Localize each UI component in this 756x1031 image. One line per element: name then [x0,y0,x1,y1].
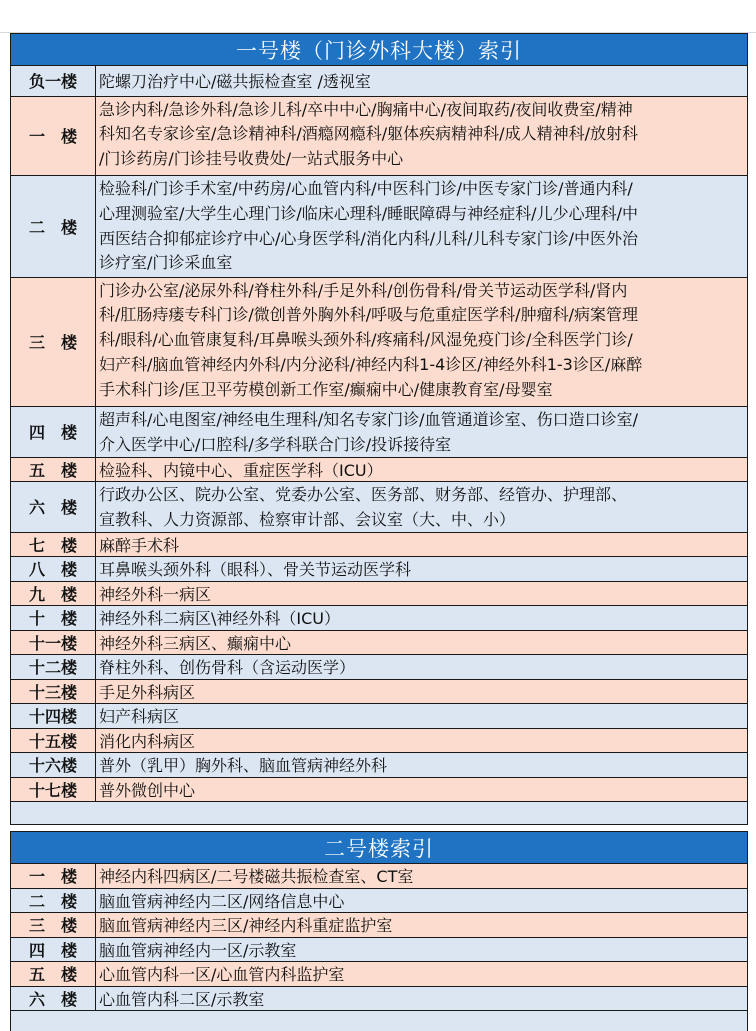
floor-row [11,704,747,729]
floor-label: 负一楼 [11,66,96,96]
floor-row [11,407,747,458]
floor-departments [96,482,747,532]
department-line: 西医结合抑郁症诊疗中心/心身医学科/消化内科/儿科/儿科专家门诊/中医外治 [99,228,638,248]
floor-label: 十 楼 [11,606,96,630]
floor-row [11,680,747,705]
floor-departments: 神经内科四病区/二号楼磁共振检查室、CT室 [99,867,414,887]
department-line: 科知名专家诊室/急诊精神科/酒瘾网瘾科/躯体疾病精神科/成人精神科/放射科 [99,124,638,144]
floor-label: 六 楼 [11,482,96,532]
floor-row [11,482,747,533]
floor-departments: 陀螺刀治疗中心/磁共振检查室 /透视室 [99,72,371,92]
floor-departments: 脑血管病神经内一区/示教室 [99,940,297,960]
floor-row [11,987,747,1012]
floor-row [11,176,747,278]
floor-row [11,864,747,889]
floor-row [11,962,747,987]
floor-label: 四 楼 [11,407,96,457]
building1-index-table [10,33,748,825]
floor-departments [96,176,747,277]
building2-index-table [10,831,748,1031]
floor-departments: 神经外科三病区、癫痫中心 [99,633,292,653]
floor-label: 九 楼 [11,582,96,606]
floor-departments: 妇产科病区 [99,707,180,727]
department-line: 科/肛肠痔瘘专科门诊/微创普外胸外科/呼吸与危重症医学科/肿瘤科/病案管理 [99,305,638,325]
department-line: 检验科/门诊手术室/中药房/心血管内科/中医科门诊/中医专家门诊/普通内科/ [99,179,633,198]
floor-row [11,557,747,582]
floor-departments [96,278,747,407]
floor-label: 三 楼 [11,278,96,407]
floor-label: 五 楼 [11,458,96,482]
floor-row [11,606,747,631]
building1-title: 一号楼（门诊外科大楼）索引 [11,34,747,66]
floor-departments [96,407,747,457]
floor-row [11,458,747,483]
floor-label: 七 楼 [11,533,96,557]
floor-departments: 耳鼻喉头颈外科（眼科）、骨关节运动医学科 [99,560,412,580]
department-line: 门诊办公室/泌尿外科/脊柱外科/手足外科/创伤骨科/骨关节运动医学科/肾内 [99,280,628,300]
floor-departments: 消化内科病区 [99,731,196,751]
floor-departments: 手足外科病区 [99,682,196,702]
floor-row [11,582,747,607]
department-line: 急诊内科/急诊外科/急诊儿科/卒中中心/胸痛中心/夜间取药/夜间收费室/精神 [99,99,633,119]
floor-row [11,729,747,754]
floor-departments: 脑血管病神经内二区/网络信息中心 [99,891,345,911]
floor-row [11,913,747,938]
floor-departments [96,97,747,176]
floor-departments: 神经外科二病区\神经外科（ICU） [99,609,340,629]
floor-label: 十七楼 [11,778,96,802]
floor-departments: 普外微创中心 [99,780,196,800]
floor-departments: 心血管内科一区/心血管内科监护室 [99,965,345,985]
floor-row [11,753,747,778]
floor-row [11,778,747,803]
department-line: 介入医学中心/口腔科/多学科联合门诊/投诉接待室 [99,434,452,454]
table-spacer-row [11,802,747,825]
department-line: 手术科门诊/匡卫平劳模创新工作室/癫痫中心/健康教育室/母婴室 [99,379,553,399]
department-line: /门诊药房/门诊挂号收费处/一站式服务中心 [99,149,404,169]
table-spacer-row [11,1011,747,1031]
floor-row [11,278,747,408]
floor-row [11,938,747,963]
floor-label: 十三楼 [11,680,96,704]
floor-departments: 脑血管病神经内三区/神经内科重症监护室 [99,916,393,936]
floor-label: 三 楼 [11,913,96,937]
floor-label: 十六楼 [11,753,96,777]
floor-row [11,97,747,177]
sheet-top-gap [0,0,756,33]
floor-label: 一 楼 [11,97,96,176]
floor-row [11,631,747,656]
floor-departments: 麻醉手术科 [99,535,180,555]
floor-row [11,889,747,914]
floor-label: 五 楼 [11,962,96,986]
floor-label: 二 楼 [11,889,96,913]
floor-departments: 脊柱外科、创伤骨科（含运动医学） [99,658,356,678]
floor-label: 八 楼 [11,557,96,581]
department-line: 超声科/心电图室/神经电生理科/知名专家门诊/血管通道诊室、伤口造口诊室/ [99,410,638,429]
floor-label: 六 楼 [11,987,96,1011]
floor-departments: 神经外科一病区 [99,584,212,604]
floor-label: 十二楼 [11,655,96,679]
department-line: 妇产科/脑血管神经内外科/内分泌科/神经内科1-4诊区/神经外科1-3诊区/麻醉 [99,354,643,374]
floor-departments: 普外（乳甲）胸外科、脑血管病神经外科 [99,756,388,776]
floor-departments: 心血管内科二区/示教室 [99,989,265,1009]
department-line: 宣教科、人力资源部、检察审计部、会议室（大、中、小） [99,509,516,529]
floor-departments: 检验科、内镜中心、重症医学科（ICU） [99,460,383,480]
floor-row [11,533,747,558]
department-line: 行政办公区、院办公室、党委办公室、医务部、财务部、经管办、护理部、 [99,485,628,504]
floor-row [11,655,747,680]
floor-label: 十一楼 [11,631,96,655]
floor-label: 十四楼 [11,704,96,728]
department-line: 心理测验室/大学生心理门诊/临床心理科/睡眠障碍与神经症科/儿少心理科/中 [99,203,638,223]
building2-title: 二号楼索引 [11,832,747,864]
department-line: 科/眼科/心血管康复科/耳鼻喉头颈外科/疼痛科/风湿免疫门诊/全科医学门诊/ [99,330,633,350]
floor-row [11,66,747,97]
floor-label: 四 楼 [11,938,96,962]
floor-label: 二 楼 [11,176,96,277]
department-line: 诊疗室/门诊采血室 [99,253,233,273]
floor-label: 一 楼 [11,864,96,888]
floor-label: 十五楼 [11,729,96,753]
